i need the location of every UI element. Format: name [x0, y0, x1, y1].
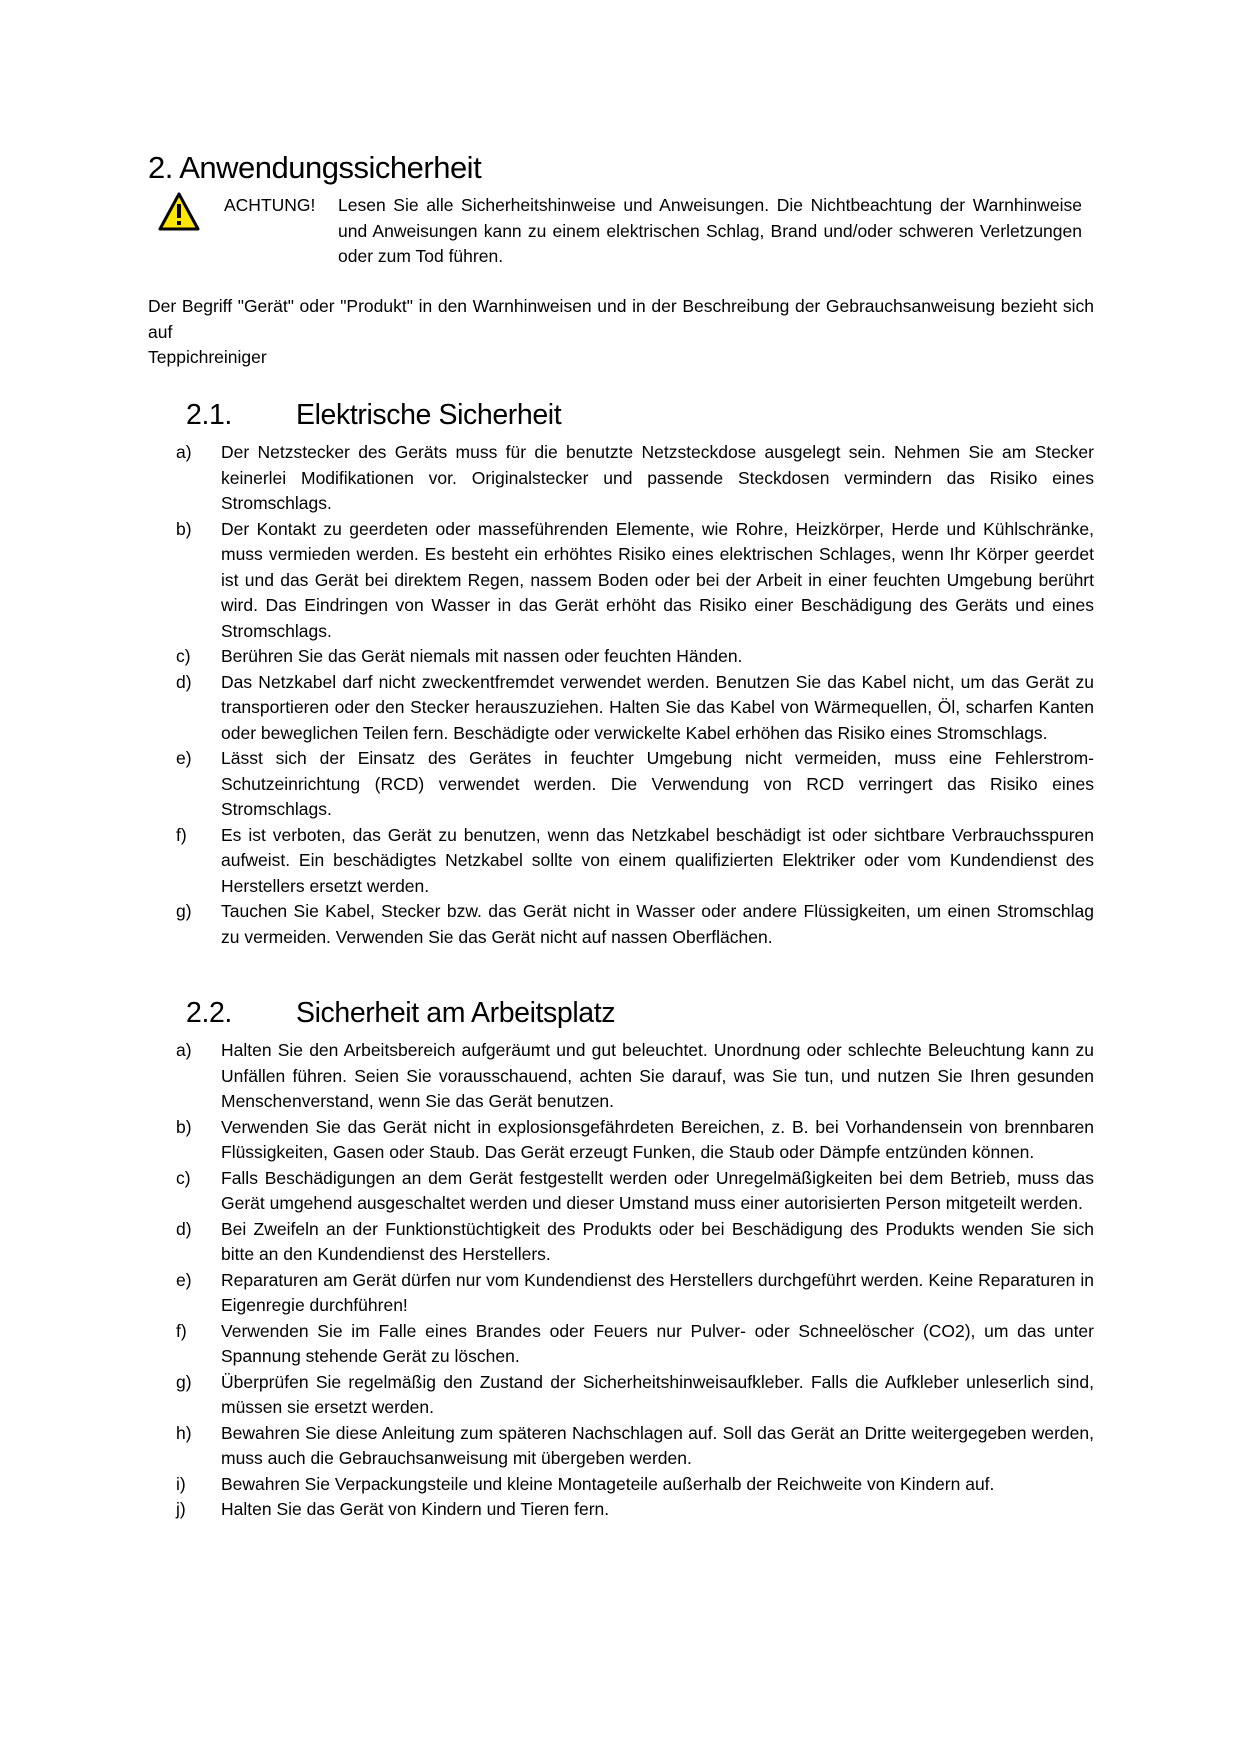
list-marker: a)	[176, 442, 192, 462]
electrical-safety-list	[176, 440, 1094, 950]
warning-triangle-icon	[158, 192, 200, 232]
list-item-text: Halten Sie das Gerät von Kindern und Tieren fern.	[221, 1499, 610, 1519]
list-marker: e)	[176, 748, 192, 768]
list-item-text: Bei Zweifeln an der Funktionstüchtigkeit des Produkts oder bei Beschädigung des Produkts wenden Sie sich bitte an den Kundendienst des Herstellers.	[221, 1218, 1094, 1264]
list-item-text: Halten Sie den Arbeitsbereich aufgeräumt und gut beleuchtet. Unordnung oder schlechte Beleuchtung kann zu Unfällen führen. Seien Sie vorausschauend, achten Sie darauf, was Sie tun, und nutzen Sie Ihren gesunden Menschenverstand, wenn Sie das Gerät benutzen.	[221, 1040, 1094, 1111]
list-item-text: Verwenden Sie das Gerät nicht in explosionsgefährdeten Bereichen, z. B. bei Vorhandensein von brennbaren Flüssigkeiten, Gasen oder Staub. Das Gerät erzeugt Funken, die Staub oder Dämpfe entzünden können.	[221, 1116, 1094, 1162]
list-item-text: Tauchen Sie Kabel, Stecker bzw. das Gerät nicht in Wasser oder andere Flüssigkeiten, um einen Stromschlag zu vermeiden. Verwenden Sie das Gerät nicht auf nassen Oberflächen.	[221, 901, 1094, 947]
list-marker: c)	[176, 1167, 191, 1188]
section-heading: 2. Anwendungssicherheit	[148, 150, 482, 185]
list-item	[176, 1217, 1094, 1268]
list-item	[176, 644, 1094, 670]
workplace-safety-list	[176, 1038, 1094, 1523]
list-item-text: Das Netzkabel darf nicht zweckentfremdet verwendet werden. Benutzen Sie das Kabel nicht, um das Gerät zu transportieren oder den Stecker herauszuziehen. Halten Sie das Kabel von Wärmequellen, Öl, scharfen Kanten oder beweglichen Teilen fern. Beschädigte oder verwickelte Kabel erhöhen das Risiko eines Stromschlags.	[221, 671, 1094, 743]
list-item	[176, 1319, 1094, 1370]
list-marker: h)	[176, 1422, 192, 1443]
list-item-text: Falls Beschädigungen an dem Gerät festgestellt werden oder Unregelmäßigkeiten bei dem Betrieb, muss das Gerät umgehend ausgeschaltet werden und dieser Umstand muss einer autorisierten Person mitgeteilt werden.	[221, 1167, 1094, 1213]
list-marker: f)	[176, 1320, 187, 1341]
list-item	[176, 1421, 1094, 1472]
intro-product: Teppichreiniger	[148, 347, 267, 367]
list-item-text: Überprüfen Sie regelmäßig den Zustand der Sicherheitshinweisaufkleber. Falls die Aufkleber unleserlich sind, müssen sie ersetzt werden.	[221, 1371, 1094, 1417]
subsection-number: 2.1.	[186, 399, 232, 431]
list-item	[176, 823, 1094, 900]
intro-line: Der Begriff "Gerät" oder "Produkt" in den Warnhinweisen und in der Beschreibung der Gebrauchsanweisung bezieht sich auf	[148, 296, 1094, 342]
list-marker: b)	[176, 518, 192, 539]
list-marker: c)	[176, 646, 191, 666]
subsection-title: Sicherheit am Arbeitsplatz	[296, 997, 616, 1029]
list-item-text: Bewahren Sie Verpackungsteile und kleine Montageteile außerhalb der Reichweite von Kindern auf.	[221, 1473, 995, 1494]
list-item	[176, 746, 1094, 823]
list-marker: b)	[176, 1116, 192, 1137]
list-marker: i)	[176, 1473, 186, 1494]
list-marker: d)	[176, 671, 192, 692]
warning-label: ACHTUNG!	[224, 195, 316, 215]
list-marker: j)	[176, 1499, 186, 1519]
list-item	[176, 670, 1094, 747]
list-marker: f)	[176, 824, 187, 845]
warning-text: Lesen Sie alle Sicherheitshinweise und Anweisungen. Die Nichtbeachtung der Warnhinweise und Anweisungen kann zu einem elektrischen Schlag, Brand und/oder schweren Verletzungen oder zum Tod führen.	[338, 195, 1082, 266]
list-item	[176, 1370, 1094, 1421]
intro-paragraph	[148, 294, 1094, 371]
list-marker: a)	[176, 1040, 192, 1060]
subsection-heading-electrical	[186, 398, 561, 432]
list-item-text: Es ist verboten, das Gerät zu benutzen, wenn das Netzkabel beschädigt ist oder sichtbare Verbrauchsspuren aufweist. Ein beschädigtes Netzkabel sollte von einem qualifizierten Elektriker oder vom Kundendienst des Herstellers ersetzt werden.	[221, 824, 1094, 896]
subsection-title: Elektrische Sicherheit	[296, 399, 562, 431]
list-item	[176, 440, 1094, 517]
list-item-text: Bewahren Sie diese Anleitung zum späteren Nachschlagen auf. Soll das Gerät an Dritte weitergegeben werden, muss auch die Gebrauchsanweisung mit übergeben werden.	[221, 1422, 1094, 1468]
subsection-number: 2.2.	[186, 997, 232, 1029]
list-marker: e)	[176, 1269, 192, 1290]
list-item	[176, 1472, 1094, 1498]
list-marker: g)	[176, 901, 192, 921]
list-item	[176, 1268, 1094, 1319]
list-item	[176, 1115, 1094, 1166]
list-item	[176, 899, 1094, 950]
list-item	[176, 1166, 1094, 1217]
list-item-text: Lässt sich der Einsatz des Gerätes in feuchter Umgebung nicht vermeiden, muss eine Fehlerstrom-Schutzeinrichtung (RCD) verwendet werden. Die Verwendung von RCD verringert das Risiko eines Stromschlags.	[221, 748, 1094, 819]
list-item-text: Der Kontakt zu geerdeten oder masseführenden Elemente, wie Rohre, Heizkörper, Herde und Kühlschränke, muss vermieden werden. Es besteht ein erhöhtes Risiko eines elektrischen Schlages, wenn Ihr Körper geerdet ist und das Gerät bei direktem Regen, nassem Boden oder bei der Arbeit in einer feuchten Umgebung berührt wird. Das Eindringen von Wasser in das Gerät erhöht das Risiko einer Beschädigung des Geräts und eines Stromschlags.	[221, 518, 1094, 641]
list-item-text: Berühren Sie das Gerät niemals mit nassen oder feuchten Händen.	[221, 646, 743, 666]
list-marker: d)	[176, 1218, 192, 1239]
list-marker: g)	[176, 1371, 192, 1392]
list-item	[176, 1497, 1094, 1523]
subsection-heading-workplace	[186, 996, 615, 1030]
list-item	[176, 1038, 1094, 1115]
list-item-text: Verwenden Sie im Falle eines Brandes oder Feuers nur Pulver- oder Schneelöscher (CO2), um das unter Spannung stehende Gerät zu löschen.	[221, 1320, 1094, 1366]
list-item-text: Der Netzstecker des Geräts muss für die benutzte Netzsteckdose ausgelegt sein. Nehmen Sie am Stecker keinerlei Modifikationen vor. Originalstecker und passende Steckdosen vermindern das Risiko eines Stromschlags.	[221, 442, 1094, 513]
list-item	[176, 517, 1094, 645]
list-item-text: Reparaturen am Gerät dürfen nur vom Kundendienst des Herstellers durchgeführt werden. Keine Reparaturen in Eigenregie durchführen!	[221, 1269, 1094, 1315]
